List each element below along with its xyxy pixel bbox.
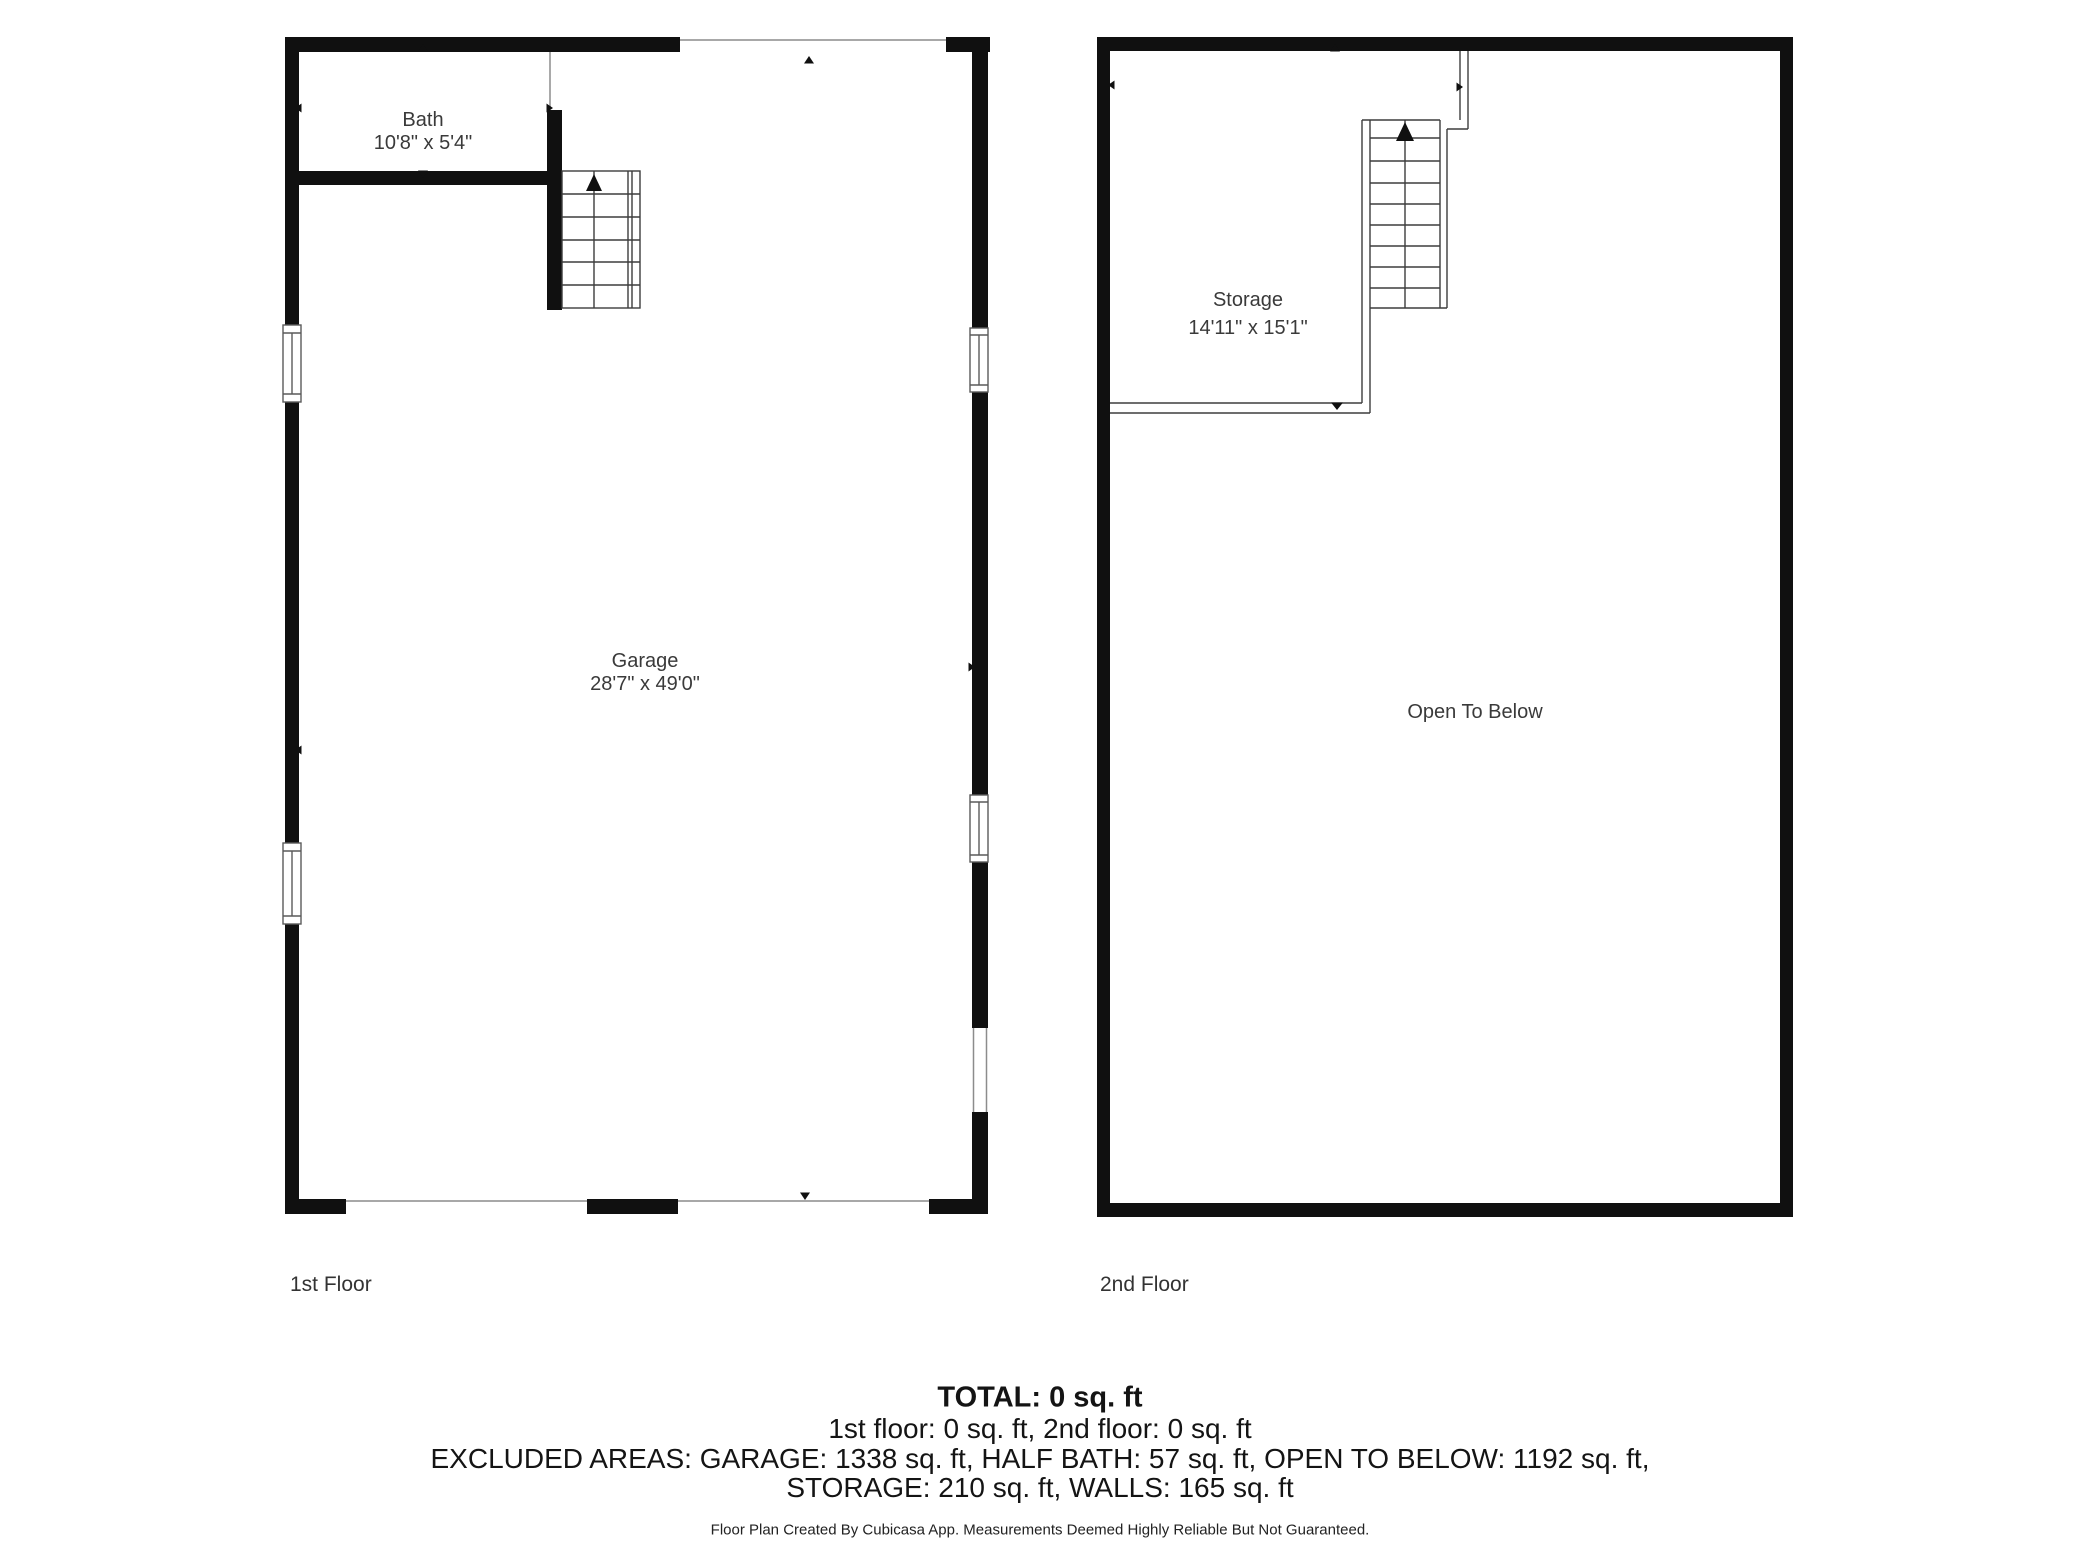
open-to-below-label: Open To Below (1407, 701, 1543, 723)
floor2-staircase (1362, 120, 1447, 308)
wall-segment (1097, 37, 1110, 1217)
window (283, 325, 301, 402)
floor2-door-arrows (1108, 44, 1463, 410)
summary-total: TOTAL: 0 sq. ft (937, 1381, 1143, 1414)
bath-room-label: Bath (402, 109, 444, 131)
summary-excluded-line1: EXCLUDED AREAS: GARAGE: 1338 sq. ft, HALF BATH: 57 sq. ft, OPEN TO BELOW: 1192 sq. ft, (430, 1443, 1650, 1474)
wall-segment (972, 37, 988, 1028)
storage-room-dims: 14'11" x 15'1" (1188, 317, 1308, 339)
summary-floors: 1st floor: 0 sq. ft, 2nd floor: 0 sq. ft (828, 1413, 1252, 1444)
wall-segment (1097, 1203, 1793, 1217)
bath-room-dims: 10'8" x 5'4" (373, 132, 473, 154)
floor1-openings (346, 40, 987, 1201)
wall-segment (1780, 37, 1793, 1217)
summary-excluded-line2: STORAGE: 210 sq. ft, WALLS: 165 sq. ft (786, 1472, 1294, 1503)
window (283, 843, 301, 924)
storage-room-label: Storage (1212, 289, 1284, 311)
wall-segment (1097, 37, 1793, 51)
stairs-up-arrow-icon (1396, 122, 1414, 141)
window (970, 795, 988, 862)
wall-segment (285, 37, 299, 1214)
wall-segment (929, 1199, 988, 1214)
floor1-plan (283, 37, 990, 1214)
window (970, 328, 988, 392)
wall-segment (285, 37, 680, 52)
garage-room-label: Garage (611, 650, 679, 672)
wall-segment (547, 110, 562, 310)
wall-segment (587, 1199, 678, 1214)
wall-segment (285, 1199, 346, 1214)
summary-disclaimer: Floor Plan Created By Cubicasa App. Measurements Deemed Highly Reliable But Not Guaranteed. (710, 1521, 1370, 1539)
arrow-up-icon (804, 56, 814, 64)
arrow-down-icon (1331, 403, 1343, 411)
floor1-caption: 1st Floor (290, 1273, 372, 1296)
floor2-walls (1097, 37, 1793, 1217)
wall-segment (972, 1112, 988, 1214)
floor1-windows (283, 325, 988, 924)
floor2-plan (1097, 37, 1793, 1217)
arrow-down-icon (800, 1193, 810, 1201)
floor2-caption: 2nd Floor (1100, 1273, 1189, 1296)
garage-room-dims: 28'7" x 49'0" (590, 673, 700, 695)
floor1-staircase (562, 171, 640, 308)
floor2-partition-lines (1110, 51, 1468, 413)
